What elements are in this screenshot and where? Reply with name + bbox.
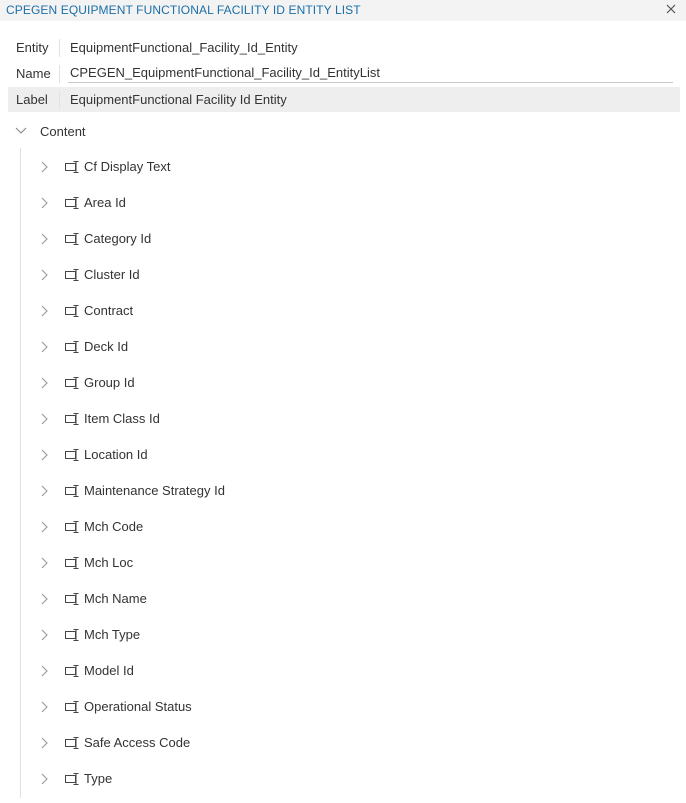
label-key: Label: [16, 92, 48, 107]
chevron-right-icon[interactable]: [40, 737, 48, 749]
tree-item-label: Cf Display Text: [84, 159, 171, 174]
attribute-icon: [64, 195, 80, 211]
chevron-right-icon[interactable]: [40, 557, 48, 569]
tree-item-label: Location Id: [84, 447, 148, 462]
tree-item-label: Contract: [84, 303, 134, 318]
label-divider: [59, 91, 60, 109]
chevron-right-icon[interactable]: [40, 773, 48, 785]
chevron-right-icon[interactable]: [40, 233, 48, 245]
chevron-down-icon[interactable]: [15, 126, 27, 136]
tree-item[interactable]: [0, 479, 680, 515]
tree-children: [0, 155, 680, 803]
tree-item[interactable]: [0, 263, 680, 299]
tree-item-label: Deck Id: [84, 339, 129, 354]
panel-title: CPEGEN EQUIPMENT FUNCTIONAL FACILITY ID ENTITY LIST: [6, 3, 361, 17]
tree-item[interactable]: [0, 731, 680, 767]
tree-item[interactable]: [0, 551, 680, 587]
label-value: EquipmentFunctional Facility Id Entity: [70, 92, 287, 107]
tree-item-label: Category Id: [84, 231, 152, 246]
attribute-icon: [64, 303, 80, 319]
attribute-icon: [64, 771, 80, 787]
name-row: [0, 61, 680, 86]
attribute-icon: [64, 555, 80, 571]
entity-row: [0, 35, 680, 60]
chevron-right-icon[interactable]: [40, 665, 48, 677]
tree-item-label: Type: [84, 771, 113, 786]
chevron-right-icon[interactable]: [40, 701, 48, 713]
attribute-icon: [64, 519, 80, 535]
tree-item[interactable]: [0, 371, 680, 407]
chevron-right-icon[interactable]: [40, 305, 48, 317]
tree-item[interactable]: [0, 155, 680, 191]
chevron-right-icon[interactable]: [40, 341, 48, 353]
name-divider: [59, 65, 60, 83]
tree-item[interactable]: [0, 443, 680, 479]
tree-item-label: Maintenance Strategy Id: [84, 483, 225, 498]
attribute-icon: [64, 735, 80, 751]
tree-item-label: Mch Code: [84, 519, 144, 534]
attribute-icon: [64, 483, 80, 499]
chevron-right-icon[interactable]: [40, 521, 48, 533]
tree-item[interactable]: [0, 695, 680, 731]
attribute-icon: [64, 411, 80, 427]
attribute-icon: [64, 339, 80, 355]
name-input[interactable]: [68, 62, 673, 83]
attribute-icon: [64, 231, 80, 247]
tree-item[interactable]: [0, 587, 680, 623]
chevron-right-icon[interactable]: [40, 413, 48, 425]
chevron-right-icon[interactable]: [40, 629, 48, 641]
tree-item-label: Model Id: [84, 663, 134, 678]
chevron-right-icon[interactable]: [40, 593, 48, 605]
attribute-icon: [64, 267, 80, 283]
tree-item[interactable]: [0, 335, 680, 371]
tree-node-content-label: Content: [40, 124, 86, 139]
chevron-right-icon[interactable]: [40, 485, 48, 497]
panel-header: [0, 0, 686, 21]
chevron-right-icon[interactable]: [40, 197, 48, 209]
tree-item-label: Mch Type: [84, 627, 141, 642]
entity-key: Entity: [16, 40, 49, 55]
attribute-icon: [64, 375, 80, 391]
tree-item-label: Operational Status: [84, 699, 192, 714]
tree-item[interactable]: [0, 407, 680, 443]
tree-item-label: Group Id: [84, 375, 135, 390]
attribute-icon: [64, 699, 80, 715]
label-row: [8, 87, 680, 112]
chevron-right-icon[interactable]: [40, 449, 48, 461]
tree-item-label: Item Class Id: [84, 411, 160, 426]
chevron-right-icon[interactable]: [40, 377, 48, 389]
tree-item-label: Area Id: [84, 195, 126, 210]
tree-item[interactable]: [0, 299, 680, 335]
tree-item-label: Mch Loc: [84, 555, 134, 570]
attribute-icon: [64, 663, 80, 679]
attribute-icon: [64, 159, 80, 175]
close-icon[interactable]: [665, 3, 677, 15]
tree-node-content[interactable]: [0, 120, 680, 144]
name-key: Name: [16, 66, 51, 81]
tree-item[interactable]: [0, 659, 680, 695]
tree-item[interactable]: [0, 515, 680, 551]
entity-divider: [59, 39, 60, 57]
tree-item[interactable]: [0, 191, 680, 227]
attribute-icon: [64, 447, 80, 463]
tree-item-label: Safe Access Code: [84, 735, 191, 750]
attribute-icon: [64, 591, 80, 607]
tree-item[interactable]: [0, 227, 680, 263]
chevron-right-icon[interactable]: [40, 269, 48, 281]
attribute-icon: [64, 627, 80, 643]
tree-item-label: Mch Name: [84, 591, 147, 606]
entity-value: EquipmentFunctional_Facility_Id_Entity: [70, 40, 298, 55]
chevron-right-icon[interactable]: [40, 161, 48, 173]
tree-item-label: Cluster Id: [84, 267, 140, 282]
tree-item[interactable]: [0, 623, 680, 659]
